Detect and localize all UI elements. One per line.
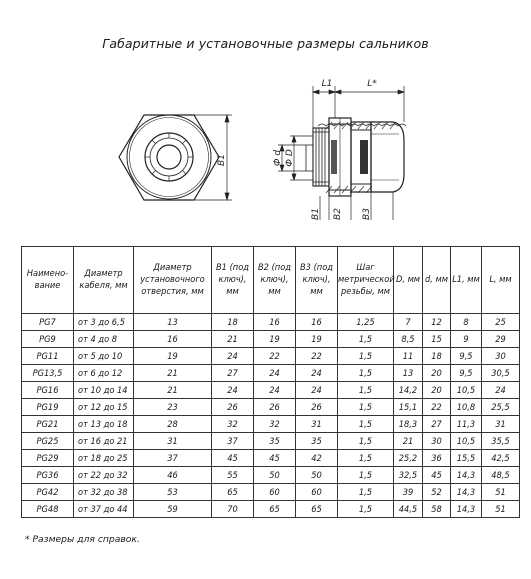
table-cell: от 6 до 12 [74, 365, 134, 382]
table-cell: 18 [212, 314, 254, 331]
table-cell: 11 [394, 348, 423, 365]
table-cell: 37 [212, 433, 254, 450]
table-cell: 24 [482, 382, 520, 399]
table-cell: 27 [423, 416, 451, 433]
table-cell: от 5 до 10 [74, 348, 134, 365]
table-row [22, 314, 520, 331]
table-cell: 8,5 [394, 331, 423, 348]
table-cell: 21 [212, 331, 254, 348]
table-cell: 55 [212, 467, 254, 484]
table-cell: от 16 до 21 [74, 433, 134, 450]
table-cell: 28 [134, 416, 212, 433]
table-cell: 1,25 [338, 314, 394, 331]
header-line: Диаметр [153, 262, 192, 273]
table-cell: 1,5 [338, 450, 394, 467]
table-cell: 1,5 [338, 331, 394, 348]
table-body [22, 314, 520, 518]
table-cell: 30 [423, 433, 451, 450]
table-cell: 23 [134, 399, 212, 416]
table-cell: 29 [482, 331, 520, 348]
table-cell: 16 [254, 314, 296, 331]
table-cell: 14,3 [451, 467, 482, 484]
table-cell: 35,5 [482, 433, 520, 450]
dimensions-table [21, 246, 520, 518]
table-cell: 16 [134, 331, 212, 348]
table-cell: 12 [423, 314, 451, 331]
header-line: Наимено- [26, 268, 69, 279]
header-line: D, мм [395, 274, 421, 285]
table-cell: 59 [134, 501, 212, 518]
table-row [22, 399, 520, 416]
table-cell: PG42 [22, 484, 74, 501]
table-row [22, 365, 520, 382]
table-cell: 9,5 [451, 365, 482, 382]
table-cell: 50 [296, 467, 338, 484]
d-small-label: Ф d [273, 149, 283, 167]
table-cell: 20 [423, 365, 451, 382]
table-cell: 30,5 [482, 365, 520, 382]
table-cell: 13 [134, 314, 212, 331]
table-cell: 46 [134, 467, 212, 484]
header-line: резьбы, мм [341, 286, 390, 297]
side-view [278, 86, 406, 220]
table-cell: 70 [212, 501, 254, 518]
table-cell: 51 [482, 484, 520, 501]
table-row [22, 433, 520, 450]
table-cell: PG7 [22, 314, 74, 331]
header-D [394, 247, 423, 314]
footnote: * Размеры для справок. [25, 534, 140, 545]
front-view [119, 115, 232, 200]
table-cell: PG9 [22, 331, 74, 348]
table-cell: 10,5 [451, 433, 482, 450]
header-line: Диаметр [84, 268, 123, 279]
header-b3 [296, 247, 338, 314]
front-b1-label: B1 [217, 154, 227, 166]
table-cell: PG21 [22, 416, 74, 433]
table-cell: 9,5 [451, 348, 482, 365]
table-cell: 22 [296, 348, 338, 365]
table-header-row [22, 247, 520, 314]
table-cell: 60 [296, 484, 338, 501]
table-cell: 24 [254, 382, 296, 399]
table-cell: 24 [212, 348, 254, 365]
table-cell: 7 [394, 314, 423, 331]
table-cell: 15,5 [451, 450, 482, 467]
table-cell: PG13,5 [22, 365, 74, 382]
table-cell: 14,3 [451, 484, 482, 501]
table-cell: 1,5 [338, 348, 394, 365]
table-cell: 30 [482, 348, 520, 365]
table-cell: 1,5 [338, 416, 394, 433]
table-cell: 65 [296, 501, 338, 518]
table-cell: 24 [296, 365, 338, 382]
header-L1 [451, 247, 482, 314]
table-cell: от 13 до 18 [74, 416, 134, 433]
b3-label: B3 [362, 208, 372, 220]
table-cell: 52 [423, 484, 451, 501]
table-cell: 32 [212, 416, 254, 433]
table-cell: 11,3 [451, 416, 482, 433]
table-cell: 31 [134, 433, 212, 450]
table-cell: 27 [212, 365, 254, 382]
table-cell: от 32 до 38 [74, 484, 134, 501]
table-cell: от 12 до 15 [74, 399, 134, 416]
table-cell: от 22 до 32 [74, 467, 134, 484]
table-cell: от 37 до 44 [74, 501, 134, 518]
table-cell: 21 [394, 433, 423, 450]
header-line: d, мм [425, 274, 448, 285]
header-b1 [212, 247, 254, 314]
table-cell: 1,5 [338, 484, 394, 501]
header-b2 [254, 247, 296, 314]
table-cell: 1,5 [338, 501, 394, 518]
table-cell: PG19 [22, 399, 74, 416]
table-cell: 45 [423, 467, 451, 484]
table-row [22, 450, 520, 467]
table-row [22, 348, 520, 365]
header-line: кабеля, мм [79, 280, 128, 291]
table-cell: 1,5 [338, 433, 394, 450]
table-cell: от 10 до 14 [74, 382, 134, 399]
table-cell: 32,5 [394, 467, 423, 484]
table-cell: 10,5 [451, 382, 482, 399]
table-cell: 19 [134, 348, 212, 365]
table-cell: 1,5 [338, 382, 394, 399]
table-cell: 45 [254, 450, 296, 467]
table-row [22, 484, 520, 501]
table-cell: 31 [482, 416, 520, 433]
b1-label: B1 [311, 208, 321, 220]
header-line: ключ), [218, 274, 247, 285]
table-cell: 26 [296, 399, 338, 416]
l-label: L* [367, 79, 377, 89]
table-cell: 24 [212, 382, 254, 399]
table-cell: 9 [451, 331, 482, 348]
table-cell: 22 [423, 399, 451, 416]
table-cell: 25,5 [482, 399, 520, 416]
header-line: В2 (под [258, 262, 291, 273]
header-line: мм [268, 286, 281, 297]
table-cell: 16 [296, 314, 338, 331]
table-cell: 42 [296, 450, 338, 467]
table-cell: 26 [212, 399, 254, 416]
header-name [22, 247, 74, 314]
table-row [22, 467, 520, 484]
header-d [423, 247, 451, 314]
table-cell: 18 [423, 348, 451, 365]
table-cell: 18,3 [394, 416, 423, 433]
table-cell: от 4 до 8 [74, 331, 134, 348]
table-cell: 1,5 [338, 365, 394, 382]
table-cell: от 3 до 6,5 [74, 314, 134, 331]
table-cell: 35 [254, 433, 296, 450]
table-cell: 15 [423, 331, 451, 348]
header-line: ключ), [302, 274, 331, 285]
table-cell: PG25 [22, 433, 74, 450]
table-cell: 15,1 [394, 399, 423, 416]
table-row [22, 382, 520, 399]
table-cell: 31 [296, 416, 338, 433]
header-line: вание [34, 280, 61, 291]
table-cell: 21 [134, 365, 212, 382]
l1-label: L1 [321, 79, 333, 89]
header-L [482, 247, 520, 314]
table-cell: 13 [394, 365, 423, 382]
table-cell: 19 [254, 331, 296, 348]
table-row [22, 501, 520, 518]
table-cell: 1,5 [338, 399, 394, 416]
gland-drawing [0, 0, 531, 246]
header-line: В3 (под [300, 262, 333, 273]
table-cell: 36 [423, 450, 451, 467]
table-cell: 32 [254, 416, 296, 433]
table-cell: PG48 [22, 501, 74, 518]
table-cell: PG29 [22, 450, 74, 467]
table-cell: 25,2 [394, 450, 423, 467]
header-line: метрической [338, 274, 395, 285]
table-cell: 24 [254, 365, 296, 382]
table-cell: 45 [212, 450, 254, 467]
table-cell: 60 [254, 484, 296, 501]
table-cell: 21 [134, 382, 212, 399]
table-cell: 53 [134, 484, 212, 501]
table-row [22, 331, 520, 348]
table-cell: 39 [394, 484, 423, 501]
table-cell: 19 [296, 331, 338, 348]
table-cell: 44,5 [394, 501, 423, 518]
table-cell: 8 [451, 314, 482, 331]
table-cell: 50 [254, 467, 296, 484]
page-title: Габаритные и установочные размеры сальников [102, 36, 429, 51]
table-row [22, 416, 520, 433]
table-cell: 35 [296, 433, 338, 450]
header-line: ключ), [260, 274, 289, 285]
table-cell: 58 [423, 501, 451, 518]
header-line: В1 (под [216, 262, 249, 273]
header-thread-pitch [338, 247, 394, 314]
header-line: L, мм [489, 274, 512, 285]
table-cell: 1,5 [338, 467, 394, 484]
b2-label: B2 [333, 208, 343, 220]
table-cell: 20 [423, 382, 451, 399]
table-cell: 65 [212, 484, 254, 501]
table-cell: 48,5 [482, 467, 520, 484]
header-cable-diameter [74, 247, 134, 314]
table-cell: 14,3 [451, 501, 482, 518]
table-cell: 42,5 [482, 450, 520, 467]
header-line: мм [226, 286, 239, 297]
table-cell: 25 [482, 314, 520, 331]
table-cell: 37 [134, 450, 212, 467]
header-line: установочного [140, 274, 205, 285]
table-cell: 22 [254, 348, 296, 365]
table-cell: 24 [296, 382, 338, 399]
d-big-label: Ф D [285, 149, 295, 167]
table-cell: 14,2 [394, 382, 423, 399]
table-cell: 26 [254, 399, 296, 416]
header-mounting-hole [134, 247, 212, 314]
header-line: мм [310, 286, 323, 297]
header-line: отверстия, мм [141, 286, 204, 297]
table-cell: от 18 до 25 [74, 450, 134, 467]
table-cell: PG16 [22, 382, 74, 399]
header-line: Шаг [356, 262, 375, 273]
table-cell: PG36 [22, 467, 74, 484]
header-line: L1, мм [452, 274, 480, 285]
table-cell: 51 [482, 501, 520, 518]
table-cell: PG11 [22, 348, 74, 365]
table-cell: 65 [254, 501, 296, 518]
table-cell: 10,8 [451, 399, 482, 416]
